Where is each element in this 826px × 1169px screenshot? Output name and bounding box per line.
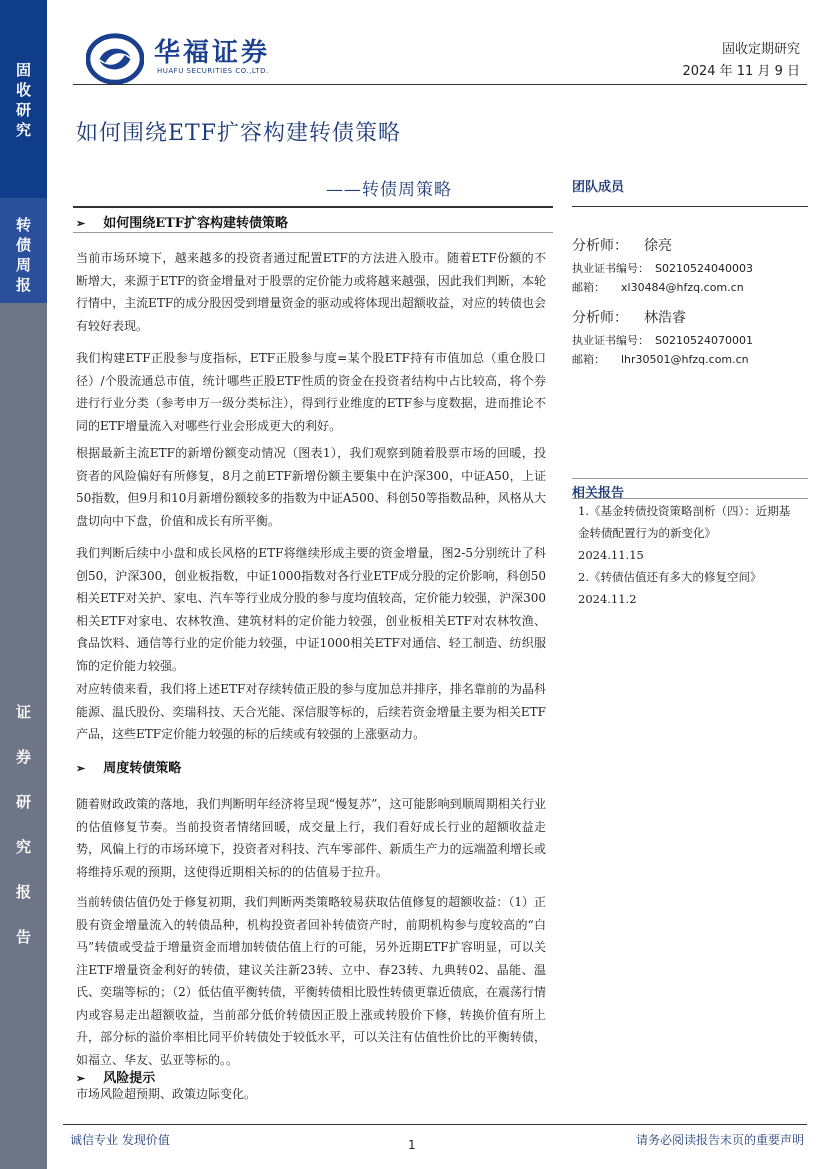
report-date: 2024 年 11 月 9 日 (682, 64, 800, 79)
company-name-en: HUAFU SECURITIES CO.,LTD. (157, 67, 269, 75)
analyst-card (572, 307, 808, 367)
section-divider (73, 232, 553, 233)
related-divider (572, 498, 808, 499)
paragraph: 根据最新主流ETF的新增份额变动情况（图表1），我们观察到随着股票市场的回暖，投资者的风险偏好有所修复，8月之前ETF新增份额主要集中在沪深300，中证A50，上证50指数，但9月和10月新增份额较多的指数为中证A500、科创50等指数品种，风格从大盘切向中下盘，价值和成长有所平衡。 (76, 446, 546, 528)
email-line: 邮箱： xl30484@hfzq.com.cn (572, 281, 744, 294)
paragraph: 对应转债来看，我们将上述ETF对存续转债正股的参与度加总并排序，排名靠前的为晶科能源、温氏股份、奕瑞科技、天合光能、深信服等标的，后续若资金增量主要为相关ETF产品，这些ETF定价能力较强的标的后续或有较强的上涨驱动力。 (76, 682, 546, 741)
cert-line: 执业证书编号： S0210524070001 (572, 334, 753, 347)
company-name-cn: 华福证券 (154, 38, 271, 68)
footer-disclaimer: 请务必阅读报告末页的重要声明 (635, 1133, 804, 1147)
paragraph: 当前转债估值仍处于修复初期，我们判断两类策略较易获取估值修复的超额收益：（1）正股有资金增量流入的转债品种，机构投资者回补转债资产时，前期机构参与度较高的“白马”转债或受益于增量资金而增加转债估值上行的可能，另外近期ETF扩容明显，可以关注ETF增量资金利好的转债，建议关注新23转、立中、春23转、九典转02、晶能、温氏、奕瑞等标的；（2）低估值平衡转债，平衡转债相比股性转债更靠近债底，在震荡行情内或容易走出超额收益，当前部分低价转债因正股上涨或转股价下修，转换价值有所上升，部分标的溢价率相比同平价转债处于较低水平，可以关注有估值性价比的平衡转债，如福立、华友、弘亚等标的。。 (76, 895, 546, 1067)
report-type: 固收定期研究 (721, 42, 800, 57)
related-heading: 相关报告 (572, 486, 625, 501)
paragraph: 随着财政政策的落地，我们判断明年经济将呈现“慢复苏”，这可能影响到顺周期相关行业的估值修复节奏。当前投资者情绪回暖，成交量上行，我们看好成长行业的超额收益走势，风偏上行的市场环境下，投资者对科技、汽车零部件、新质生产力的远端盈利增长或将维持乐观的预期，这使得近期相关标的的估值易于拉升。 (76, 797, 546, 879)
sidebar-label-research-report: 证 券 研 究 报 告 (15, 703, 31, 946)
header-divider (73, 84, 807, 85)
report-subtitle: ——转债周策略 (326, 180, 452, 200)
main-divider (73, 206, 553, 208)
page-number: 1 (408, 1138, 416, 1152)
analyst-line: 分析师： 徐亮 (572, 238, 672, 254)
paragraph: 我们构建ETF正股参与度指标，ETF正股参与度=某个股ETF持有市值加总（重仓股口径）/个股流通总市值，统计哪些正股ETF性质的资金在投资者结构中占比较高，将个券进行行业分类（参考申万一级分类标注），得到行业维度的ETF参与度数据，进而推论不同的ETF增量流入对哪些行业会形成更大的利好。 (76, 351, 546, 433)
section-heading-3: ➢ 风险提示 (76, 1071, 156, 1086)
sidebar-label-fixed-income: 固 收 研 究 (15, 61, 31, 139)
paragraph: 当前市场环境下，越来越多的投资者通过配置ETF的方法进入股市。随着ETF份额的不断增大，来源于ETF的资金增量对于股票的定价能力或将越来越强，因此我们判断，本轮行情中，主流ETF的成分股因受到增量资金的驱动或将体现出超额收益，对应的转债也会有较好表现。 (76, 251, 546, 333)
email-line: 邮箱： lhr30501@hfzq.com.cn (572, 353, 749, 366)
team-heading: 团队成员 (572, 180, 625, 195)
company-logo-icon (86, 30, 144, 88)
footer-divider (63, 1124, 807, 1125)
paragraph: 我们判断后续中小盘和成长风格的ETF将继续形成主要的资金增量，图2-5分别统计了科创50，沪深300，创业板指数，中证1000指数对各行业ETF成分股的定价影响，科创50相关ETF对关护、家电、汽车等行业成分股的参与度均值较高，定价能力较强，沪深300相关ETF对家电、农林牧渔、建筑材料的定价能力较强，创业板相关ETF对农林牧渔、食品饮料、通信等行业的定价能力较强，中证1000相关ETF对通信、轻工制造、纺织服饰的定价能力较强。 (76, 546, 546, 673)
paragraph: 市场风险超预期、政策边际变化。 (76, 1087, 257, 1101)
sidebar-label-weekly: 转 债 周 报 (15, 216, 31, 294)
arrow-bullet-icon: ➢ (76, 762, 86, 775)
arrow-bullet-icon: ➢ (76, 1072, 86, 1085)
related-divider (572, 478, 808, 479)
section-heading-2: ➢ 周度转债策略 (76, 761, 182, 776)
related-report-item[interactable]: 1.《基金转债投资策略剖析（四）：近期基金转债配置行为的新变化》 2024.11.15 2.《转债估值还有多大的修复空间》 2024.11.2 (578, 504, 791, 606)
footer-slogan: 诚信专业 发现价值 (70, 1133, 170, 1147)
cert-line: 执业证书编号： S0210524040003 (572, 262, 753, 275)
analyst-line: 分析师： 林浩睿 (572, 310, 686, 326)
report-title: 如何围绕ETF扩容构建转债策略 (76, 121, 401, 146)
analyst-card (572, 235, 808, 295)
right-divider (572, 206, 808, 207)
section-heading-1: ➢ 如何围绕ETF扩容构建转债策略 (76, 216, 289, 231)
arrow-bullet-icon: ➢ (76, 217, 86, 230)
